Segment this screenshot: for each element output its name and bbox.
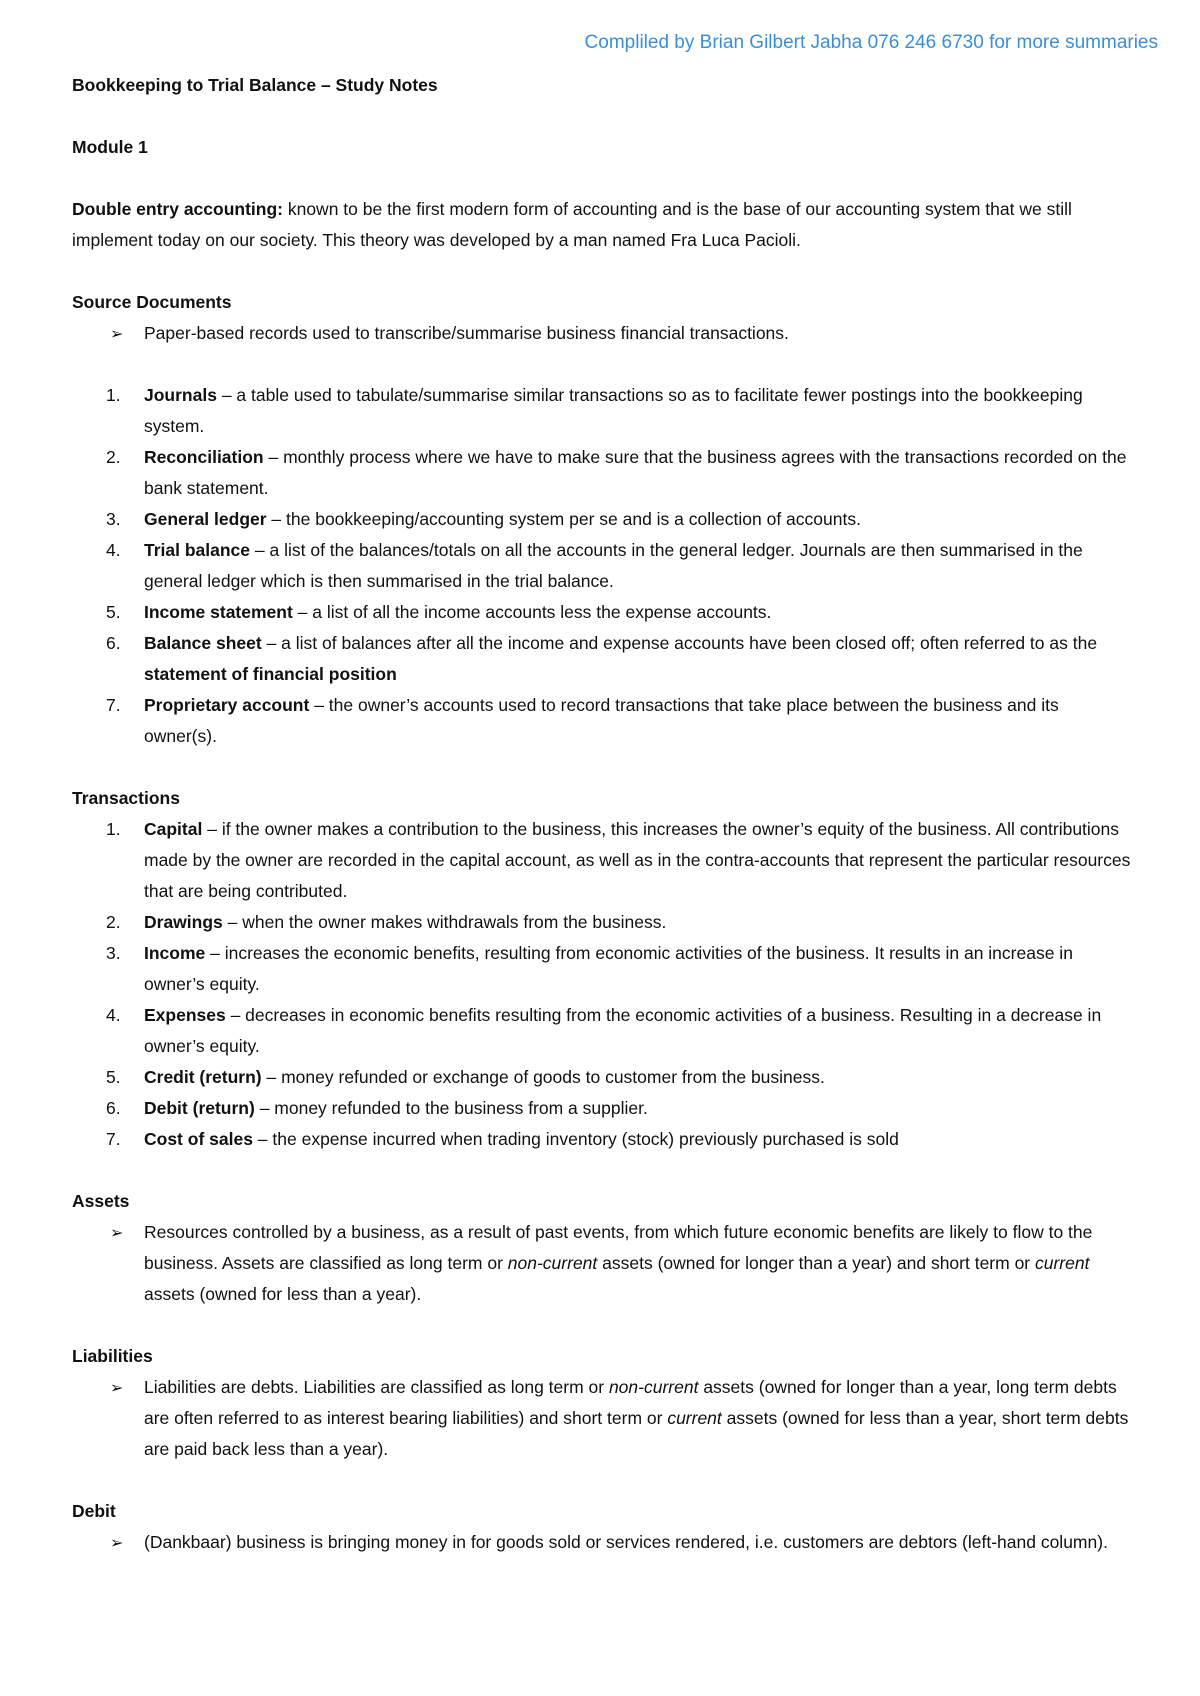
assets-heading: Assets	[72, 1191, 130, 1211]
list-item	[106, 1000, 1132, 1062]
bullet-italic: current	[667, 1408, 722, 1428]
list-number: 4.	[106, 540, 121, 560]
list-text: – a list of all the income accounts less the expense accounts.	[292, 602, 772, 622]
list-term: Income statement	[144, 602, 293, 622]
list-text: – the expense incurred when trading inventory (stock) previously purchased is sold	[252, 1129, 899, 1149]
bullet-text: assets (owned for longer than a year, long term debts are often referred to as interest bearing liabilities) and short term or	[144, 1377, 1117, 1428]
document-title: Bookkeeping to Trial Balance – Study Notes	[72, 75, 438, 95]
list-term: Trial balance	[144, 540, 251, 560]
bullet-item	[110, 1527, 1132, 1558]
transactions-heading: Transactions	[72, 788, 180, 808]
bullet-italic: current	[1035, 1253, 1090, 1273]
list-term: Reconciliation	[144, 447, 264, 467]
arrowhead-bullet-icon: ➢	[110, 1223, 124, 1242]
bullet-text: Paper-based records used to transcribe/summarise business financial transactions.	[144, 323, 789, 343]
list-term: Journals	[144, 385, 217, 405]
bullet-text: assets (owned for less than a year, short term debts are paid back less than a year).	[144, 1408, 1129, 1459]
bullet-text: Resources controlled by a business, as a result of past events, from which future economic benefits are likely to flow to the business. Assets are classified as long term or	[144, 1222, 1093, 1273]
bullet-text: Liabilities are debts. Liabilities are classified as long term or	[144, 1377, 609, 1397]
bullet-item	[110, 1217, 1132, 1310]
list-number: 5.	[106, 602, 121, 622]
list-item	[106, 690, 1132, 752]
list-item	[106, 504, 1132, 535]
bullet-italic: non-current	[608, 1377, 699, 1397]
list-item	[106, 1062, 1132, 1093]
liabilities-heading: Liabilities	[72, 1346, 153, 1366]
list-number: 7.	[106, 1129, 121, 1149]
list-text: – money refunded to the business from a supplier.	[254, 1098, 648, 1118]
header-note: Compliled by Brian Gilbert Jabha 076 246 6730 for more summaries	[584, 32, 1158, 53]
list-text: – monthly process where we have to make sure that the business agrees with the transactions recorded on the bank statement.	[144, 447, 1127, 498]
list-number: 2.	[106, 912, 121, 932]
list-number: 4.	[106, 1005, 121, 1025]
list-text: – the owner’s accounts used to record transactions that take place between the business and its owner(s).	[144, 695, 1059, 746]
list-text: – money refunded or exchange of goods to customer from the business.	[261, 1067, 825, 1087]
list-term: Capital	[144, 819, 203, 839]
list-text: – if the owner makes a contribution to the business, this increases the owner’s equity of the business. All contributions made by the owner are recorded in the capital account, as well as in the contra-accounts that represent the particular resources that are being contributed.	[144, 819, 1131, 901]
list-item	[106, 535, 1132, 597]
list-item	[106, 1124, 1132, 1155]
debit-bullets	[72, 1527, 1132, 1558]
list-item	[106, 938, 1132, 1000]
assets-bullets	[72, 1217, 1132, 1310]
list-term: Debit (return)	[144, 1098, 255, 1118]
list-term: General ledger	[144, 509, 267, 529]
list-number: 3.	[106, 509, 121, 529]
document-page	[72, 70, 1132, 1558]
list-number: 6.	[106, 633, 121, 653]
list-term: Proprietary account	[144, 695, 310, 715]
list-text: – a table used to tabulate/summarise similar transactions so as to facilitate fewer postings into the bookkeeping system.	[144, 385, 1083, 436]
list-text: – when the owner makes withdrawals from the business.	[222, 912, 667, 932]
arrowhead-bullet-icon: ➢	[110, 324, 124, 343]
transactions-list	[72, 814, 1132, 1155]
source-documents-bullets	[72, 318, 1132, 349]
list-number: 1.	[106, 819, 121, 839]
list-term: Expenses	[144, 1005, 226, 1025]
intro-text: known to be the first modern form of accounting and is the base of our accounting system that we still implement today on our society. This theory was developed by a man named Fra Luca Pacioli.	[72, 199, 1072, 250]
bullet-item	[110, 318, 1132, 349]
list-term: Cost of sales	[144, 1129, 253, 1149]
list-item	[106, 380, 1132, 442]
module-heading: Module 1	[72, 137, 148, 157]
list-text: – the bookkeeping/accounting system per se and is a collection of accounts.	[266, 509, 861, 529]
list-number: 2.	[106, 447, 121, 467]
list-item	[106, 442, 1132, 504]
list-term: Balance sheet	[144, 633, 262, 653]
list-number: 1.	[106, 385, 121, 405]
source-documents-heading: Source Documents	[72, 292, 232, 312]
list-term: Credit (return)	[144, 1067, 262, 1087]
list-item	[106, 597, 1132, 628]
list-item	[106, 1093, 1132, 1124]
list-number: 3.	[106, 943, 121, 963]
list-item	[106, 814, 1132, 907]
list-term: Income	[144, 943, 206, 963]
list-text: – a list of the balances/totals on all the accounts in the general ledger. Journals are then summarised in the general ledger which is then summarised in the trial balance.	[144, 540, 1083, 591]
list-number: 5.	[106, 1067, 121, 1087]
liabilities-bullets	[72, 1372, 1132, 1465]
debit-heading: Debit	[72, 1501, 116, 1521]
bullet-text: assets (owned for longer than a year) and short term or	[597, 1253, 1035, 1273]
bullet-italic: non-current	[507, 1253, 598, 1273]
bullet-text: assets (owned for less than a year).	[144, 1284, 422, 1304]
intro-paragraph	[72, 194, 1132, 256]
list-number: 7.	[106, 695, 121, 715]
list-term-secondary: statement of financial position	[144, 664, 397, 684]
intro-term: Double entry accounting:	[72, 199, 283, 219]
list-number: 6.	[106, 1098, 121, 1118]
list-item	[106, 907, 1132, 938]
arrowhead-bullet-icon: ➢	[110, 1378, 124, 1397]
list-text: – decreases in economic benefits resulting from the economic activities of a business. Resulting in a decrease in owner’s equity.	[144, 1005, 1102, 1056]
list-text: – increases the economic benefits, resulting from economic activities of the business. It results in an increase in owner’s equity.	[144, 943, 1073, 994]
bullet-text: (Dankbaar) business is bringing money in for goods sold or services rendered, i.e. customers are debtors (left-hand column).	[144, 1532, 1108, 1552]
list-term: Drawings	[144, 912, 223, 932]
arrowhead-bullet-icon: ➢	[110, 1533, 124, 1552]
bullet-item	[110, 1372, 1132, 1465]
source-documents-list	[72, 380, 1132, 752]
list-text: – a list of balances after all the income and expense accounts have been closed off; often referred to as the	[261, 633, 1098, 653]
list-item	[106, 628, 1132, 690]
